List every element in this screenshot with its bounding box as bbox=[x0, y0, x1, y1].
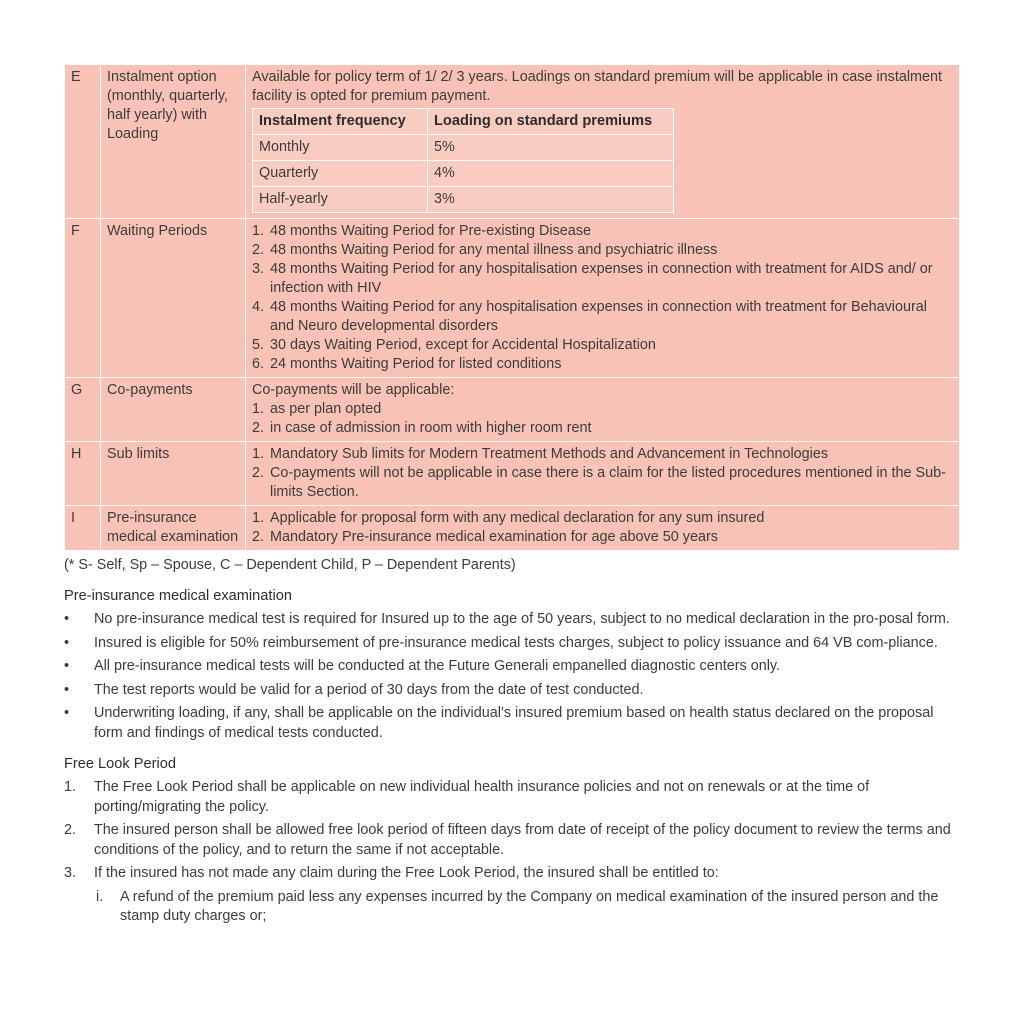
list-item: 2. Mandatory Pre-insurance medical examination for age above 50 years bbox=[252, 529, 718, 545]
section-heading-free-look: Free Look Period bbox=[64, 756, 176, 772]
table-row-g bbox=[65, 378, 960, 442]
column-header: Loading on standard premiums bbox=[428, 109, 674, 135]
row-title: Instalment option (monthly, quarterly, half yearly) with Loading bbox=[101, 65, 246, 219]
table-row-e bbox=[65, 65, 960, 219]
row-id: E bbox=[65, 65, 101, 219]
list-item: 1. Mandatory Sub limits for Modern Treatment Methods and Advancement in Technologies bbox=[252, 446, 829, 462]
bullet-item: • Insured is eligible for 50% reimbursement of pre-insurance medical tests charges, subject to policy issuance and 64 VB com-pliance. bbox=[64, 634, 960, 654]
bullet-item: • The test reports would be valid for a period of 30 days from the date of test conducted. bbox=[64, 681, 960, 701]
table-footnote: (* S- Self, Sp – Spouse, C – Dependent Child, P – Dependent Parents) bbox=[64, 557, 516, 573]
bullet-icon: • bbox=[64, 658, 70, 674]
co-payments-list bbox=[252, 400, 953, 438]
instalment-loading-table bbox=[252, 108, 674, 213]
frequency-cell: Monthly bbox=[253, 135, 428, 161]
list-item: 2. 48 months Waiting Period for any mental illness and psychiatric illness bbox=[252, 242, 718, 258]
list-item: 6. 24 months Waiting Period for listed conditions bbox=[252, 356, 562, 372]
bullet-item: • No pre-insurance medical test is required for Insured up to the age of 50 years, subject to no medical declaration in the pro-posal form. bbox=[64, 610, 960, 630]
list-item: 2. The insured person shall be allowed free look period of fifteen days from date of receipt of the policy document to review the terms and conditions of the policy, and to return the same if not acceptable. bbox=[64, 822, 951, 858]
frequency-cell: Quarterly bbox=[253, 161, 428, 187]
row-id: I bbox=[65, 506, 101, 551]
row-title: Sub limits bbox=[101, 442, 246, 506]
free-look-list bbox=[64, 778, 960, 927]
list-item: 1. 48 months Waiting Period for Pre-existing Disease bbox=[252, 223, 591, 239]
table-row-h bbox=[65, 442, 960, 506]
row-intro: Available for policy term of 1/ 2/ 3 years. Loadings on standard premium will be applicable in case instalment facility is opted for premium payment. bbox=[252, 69, 943, 104]
table-row-f bbox=[65, 219, 960, 378]
inner-table-row bbox=[253, 161, 674, 187]
row-title: Pre-insurance medical examination bbox=[101, 506, 246, 551]
row-title: Waiting Periods bbox=[101, 219, 246, 378]
loading-cell: 4% bbox=[428, 161, 674, 187]
loading-cell: 3% bbox=[428, 187, 674, 213]
list-item: 3. If the insured has not made any claim during the Free Look Period, the insured shall be entitled to: i. A refund of the premium paid less any expenses incurred by the Company on medical examination of the insured person and the stamp duty charges or; bbox=[64, 864, 960, 927]
bullet-icon: • bbox=[64, 681, 70, 698]
list-item: 2. Co-payments will not be applicable in case there is a claim for the listed procedures mentioned in the Sub-limits Section. bbox=[252, 465, 946, 500]
benefits-table bbox=[64, 64, 960, 551]
list-item: 1. The Free Look Period shall be applicable on new individual health insurance policies and not on renewals or at the time of porting/migrating the policy. bbox=[64, 779, 870, 815]
inner-table-row bbox=[253, 135, 674, 161]
row-intro: Co-payments will be applicable: bbox=[252, 382, 455, 398]
list-item: 1. Applicable for proposal form with any medical declaration for any sum insured bbox=[252, 510, 765, 526]
list-item: 5. 30 days Waiting Period, except for Accidental Hospitalization bbox=[252, 337, 656, 353]
row-content bbox=[246, 442, 960, 506]
row-content bbox=[246, 378, 960, 442]
table-row-i bbox=[65, 506, 960, 551]
sub-limits-list bbox=[252, 445, 953, 502]
inner-table-row bbox=[253, 187, 674, 213]
pre-insurance-bullets bbox=[64, 610, 960, 743]
pre-insurance-list bbox=[252, 509, 953, 547]
loading-cell: 5% bbox=[428, 135, 674, 161]
row-id: F bbox=[65, 219, 101, 378]
row-id: H bbox=[65, 442, 101, 506]
row-id: G bbox=[65, 378, 101, 442]
inner-table-header bbox=[253, 109, 674, 135]
column-header: Instalment frequency bbox=[253, 109, 428, 135]
sub-list-item: i. A refund of the premium paid less any expenses incurred by the Company on medical examination of the insured person and the stamp duty charges or; bbox=[96, 888, 939, 924]
bullet-icon: • bbox=[64, 634, 70, 651]
section-heading-pre-insurance: Pre-insurance medical examination bbox=[64, 588, 292, 604]
free-look-sub-list bbox=[94, 888, 960, 927]
document-page bbox=[64, 64, 960, 931]
frequency-cell: Half-yearly bbox=[253, 187, 428, 213]
list-item: 3. 48 months Waiting Period for any hospitalisation expenses in connection with treatment for AIDS and/ or infection with HIV bbox=[252, 261, 933, 296]
list-item: 2. in case of admission in room with higher room rent bbox=[252, 420, 592, 436]
row-content bbox=[246, 219, 960, 378]
bullet-item: • Underwriting loading, if any, shall be applicable on the individual’s insured premium based on health status declared on the proposal form and findings of medical tests conducted. bbox=[64, 705, 934, 741]
row-content bbox=[246, 65, 960, 219]
waiting-periods-list bbox=[252, 222, 953, 374]
list-item: 1. as per plan opted bbox=[252, 401, 382, 417]
bullet-icon: • bbox=[64, 705, 70, 721]
list-item: 4. 48 months Waiting Period for any hospitalisation expenses in connection with treatment for Behavioural and Neuro developmental disorders bbox=[252, 299, 928, 334]
row-title: Co-payments bbox=[101, 378, 246, 442]
bullet-icon: • bbox=[64, 611, 70, 627]
row-content bbox=[246, 506, 960, 551]
bullet-item: • All pre-insurance medical tests will be conducted at the Future Generali empanelled diagnostic centers only. bbox=[64, 657, 960, 677]
